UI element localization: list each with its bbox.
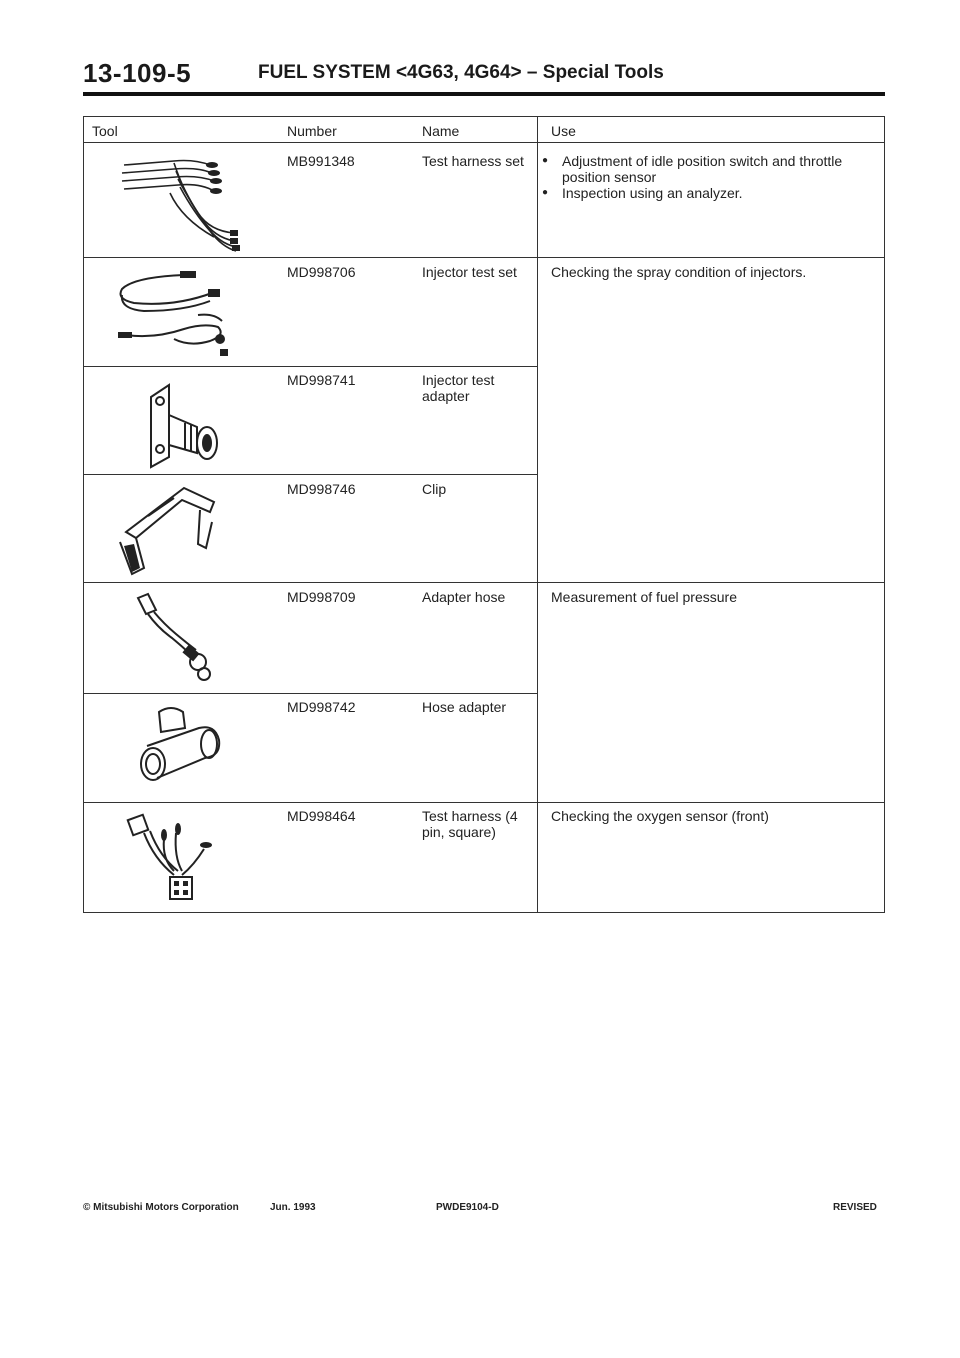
header-rule	[83, 92, 885, 96]
test-harness-4pin-icon	[124, 809, 234, 909]
use-injectors: Checking the spray condition of injectors.	[551, 264, 807, 280]
column-header-use: Use	[551, 123, 576, 139]
footer-doc-code: PWDE9104-D	[436, 1202, 499, 1213]
footer-date: Jun. 1993	[270, 1202, 316, 1213]
use-item: ● Adjustment of idle position switch and throttle position sensor	[540, 153, 880, 185]
use-list	[540, 153, 880, 201]
clip-icon	[114, 482, 234, 580]
special-tools-table	[83, 116, 885, 913]
row-divider	[84, 257, 884, 258]
footer-status: REVISED	[833, 1202, 877, 1213]
column-header-number: Number	[287, 123, 337, 139]
tool-number: MD998742	[287, 699, 356, 715]
column-header-name: Name	[422, 123, 460, 139]
row-divider	[84, 693, 537, 694]
injector-test-set-icon	[114, 265, 234, 360]
test-harness-set-icon	[114, 153, 244, 253]
page-header	[0, 0, 960, 100]
tool-number: MD998709	[287, 589, 356, 605]
tool-name: Test harness (4 pin, square)	[422, 808, 518, 840]
footer-copyright: © Mitsubishi Motors Corporation	[83, 1202, 239, 1213]
use-item: ● Inspection using an analyzer.	[540, 185, 880, 201]
use-column-divider	[537, 117, 538, 912]
tool-number: MD998741	[287, 372, 356, 388]
page-number: 13-109-5	[83, 58, 192, 88]
tool-name: Adapter hose	[422, 589, 506, 605]
tool-name: Injector test adapter	[422, 372, 495, 404]
row-divider	[84, 802, 884, 803]
injector-test-adapter-icon	[139, 379, 229, 469]
row-divider	[84, 366, 537, 367]
tool-name: Test harness set	[422, 153, 524, 169]
tool-name: Injector test set	[422, 264, 517, 280]
row-divider	[84, 474, 537, 475]
page-title: FUEL SYSTEM <4G63, 4G64> – Special Tools	[258, 62, 664, 83]
tool-name: Clip	[422, 481, 447, 497]
tool-name: Hose adapter	[422, 699, 507, 715]
hose-adapter-icon	[129, 702, 229, 790]
column-header-tool: Tool	[92, 123, 118, 139]
row-divider	[84, 582, 884, 583]
tool-number: MD998746	[287, 481, 356, 497]
use-fuel-pressure: Measurement of fuel pressure	[551, 589, 737, 605]
header-row-divider	[84, 142, 884, 143]
tool-number: MD998706	[287, 264, 356, 280]
tool-number: MD998464	[287, 808, 356, 824]
tool-number: MB991348	[287, 153, 355, 169]
adapter-hose-icon	[124, 592, 234, 688]
use-oxygen-sensor: Checking the oxygen sensor (front)	[551, 808, 769, 824]
